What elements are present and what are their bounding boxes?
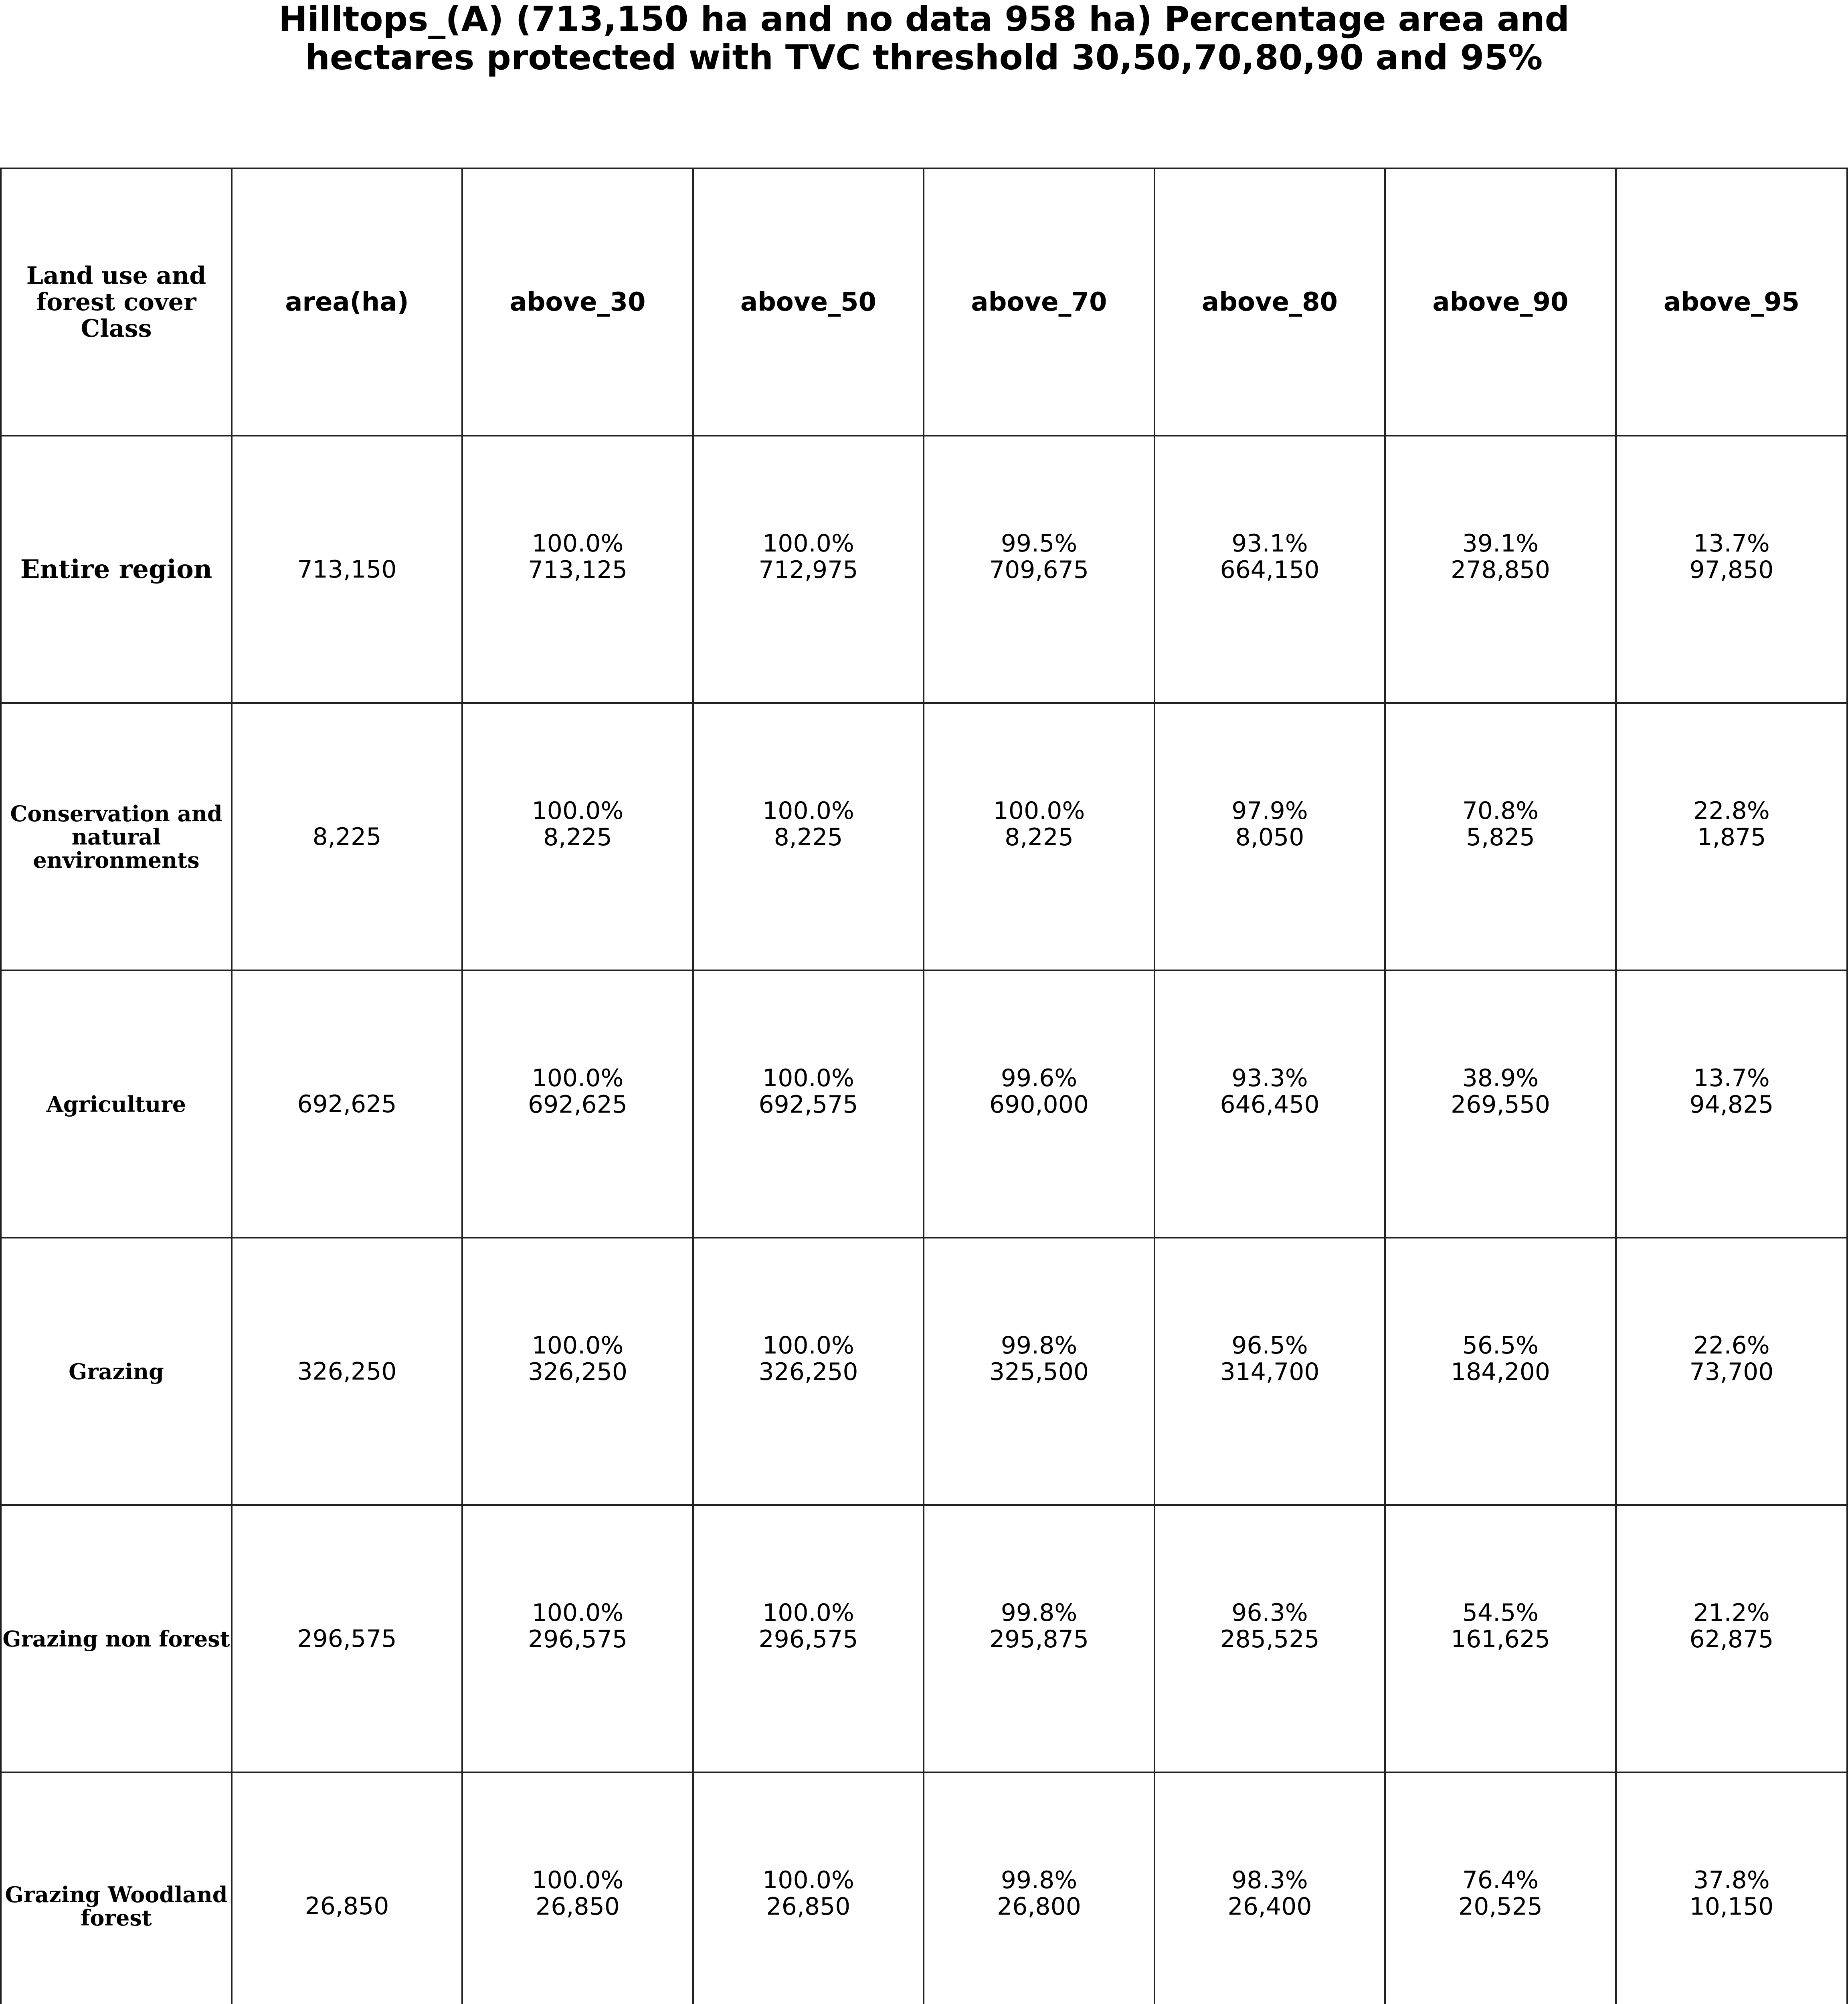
percent-protected: 97.9% bbox=[1231, 796, 1308, 825]
percent-protected: 100.0% bbox=[762, 1064, 854, 1092]
threshold-cell bbox=[1616, 436, 1847, 703]
threshold-cell bbox=[1385, 1238, 1616, 1505]
hectares-protected: 26,850 bbox=[766, 1892, 851, 1921]
hectares-protected: 8,225 bbox=[1005, 823, 1074, 851]
threshold-cell bbox=[1154, 1505, 1385, 1772]
hectares-protected: 26,850 bbox=[536, 1892, 620, 1921]
percent-protected: 70.8% bbox=[1462, 796, 1539, 825]
row-area-value: 713,150 bbox=[232, 436, 462, 703]
threshold-cell bbox=[924, 1238, 1154, 1505]
hectares-protected: 692,575 bbox=[758, 1090, 858, 1119]
percent-protected: 93.3% bbox=[1231, 1064, 1308, 1092]
column-header-above-95: above_95 bbox=[1616, 168, 1847, 436]
row-class-label: Agriculture bbox=[1, 970, 232, 1238]
percent-protected: 13.7% bbox=[1693, 529, 1770, 558]
hectares-protected: 10,150 bbox=[1689, 1892, 1774, 1921]
hectares-protected: 184,200 bbox=[1450, 1358, 1551, 1386]
percent-protected: 99.5% bbox=[1001, 529, 1078, 558]
percent-protected: 93.1% bbox=[1231, 529, 1308, 558]
threshold-cell bbox=[924, 1772, 1154, 2004]
threshold-cell bbox=[693, 436, 924, 703]
percent-protected: 99.8% bbox=[1001, 1331, 1078, 1360]
percent-protected: 100.0% bbox=[762, 1331, 854, 1360]
hectares-protected: 285,525 bbox=[1220, 1625, 1320, 1653]
hectares-protected: 712,975 bbox=[758, 556, 858, 584]
threshold-cell bbox=[1616, 1772, 1847, 2004]
threshold-cell bbox=[462, 703, 693, 970]
column-header-above-70: above_70 bbox=[924, 168, 1154, 436]
hectares-protected: 664,150 bbox=[1220, 556, 1320, 584]
percent-protected: 100.0% bbox=[532, 529, 624, 558]
threshold-cell bbox=[1154, 970, 1385, 1238]
threshold-cell bbox=[462, 1238, 693, 1505]
hectares-protected: 26,800 bbox=[997, 1892, 1081, 1921]
hectares-protected: 161,625 bbox=[1450, 1625, 1551, 1653]
percent-protected: 98.3% bbox=[1231, 1866, 1308, 1894]
percent-protected: 21.2% bbox=[1693, 1598, 1770, 1627]
percent-protected: 100.0% bbox=[532, 1331, 624, 1360]
threshold-cell bbox=[693, 1505, 924, 1772]
threshold-cell bbox=[462, 1505, 693, 1772]
percent-protected: 100.0% bbox=[532, 1064, 624, 1092]
percent-protected: 100.0% bbox=[762, 529, 854, 558]
hectares-protected: 20,525 bbox=[1458, 1892, 1543, 1921]
hectares-protected: 709,675 bbox=[989, 556, 1089, 584]
title-line-2: hectares protected with TVC threshold 30,50,70,80,90 and 95% bbox=[305, 38, 1543, 78]
row-class-label: Entire region bbox=[1, 436, 232, 703]
percent-protected: 39.1% bbox=[1462, 529, 1539, 558]
percent-protected: 96.3% bbox=[1231, 1598, 1308, 1627]
threshold-cell bbox=[462, 1772, 693, 2004]
threshold-cell bbox=[1154, 1772, 1385, 2004]
row-class-label: Grazing non forest bbox=[1, 1505, 232, 1772]
percent-protected: 100.0% bbox=[762, 1866, 854, 1894]
percent-protected: 100.0% bbox=[762, 1598, 854, 1627]
table-row bbox=[1, 436, 1847, 703]
threshold-cell bbox=[924, 436, 1154, 703]
threshold-cell bbox=[462, 436, 693, 703]
hectares-protected: 8,225 bbox=[774, 823, 843, 851]
percent-protected: 100.0% bbox=[532, 1598, 624, 1627]
threshold-cell bbox=[693, 970, 924, 1238]
hectares-protected: 692,625 bbox=[528, 1090, 628, 1119]
threshold-cell bbox=[1385, 1772, 1616, 2004]
hectares-protected: 62,875 bbox=[1689, 1625, 1774, 1653]
threshold-cell bbox=[1616, 1505, 1847, 1772]
threshold-cell bbox=[1616, 703, 1847, 970]
page-title bbox=[0, 0, 1848, 77]
threshold-cell bbox=[693, 1772, 924, 2004]
hectares-protected: 8,050 bbox=[1235, 823, 1304, 851]
percent-protected: 100.0% bbox=[532, 1866, 624, 1894]
hectares-protected: 326,250 bbox=[758, 1358, 858, 1386]
column-header-class: Land use and forest cover Class bbox=[1, 168, 232, 436]
threshold-cell bbox=[1154, 436, 1385, 703]
hectares-protected: 690,000 bbox=[989, 1090, 1089, 1119]
threshold-cell bbox=[1385, 703, 1616, 970]
row-area-value: 26,850 bbox=[232, 1772, 462, 2004]
percent-protected: 37.8% bbox=[1693, 1866, 1770, 1894]
protection-table bbox=[0, 168, 1848, 2004]
percent-protected: 22.6% bbox=[1693, 1331, 1770, 1360]
hectares-protected: 713,125 bbox=[528, 556, 628, 584]
percent-protected: 96.5% bbox=[1231, 1331, 1308, 1360]
threshold-cell bbox=[1616, 1238, 1847, 1505]
percent-protected: 100.0% bbox=[762, 796, 854, 825]
hectares-protected: 314,700 bbox=[1220, 1358, 1320, 1386]
row-area-value: 8,225 bbox=[232, 703, 462, 970]
column-header-above-80: above_80 bbox=[1154, 168, 1385, 436]
percent-protected: 56.5% bbox=[1462, 1331, 1539, 1360]
column-header-area: area(ha) bbox=[232, 168, 462, 436]
threshold-cell bbox=[924, 1505, 1154, 1772]
header-row bbox=[1, 168, 1847, 436]
row-class-label: Conservation and natural environments bbox=[1, 703, 232, 970]
percent-protected: 99.6% bbox=[1001, 1064, 1078, 1092]
table-row bbox=[1, 1238, 1847, 1505]
title-line-1: Hilltops_(A) (713,150 ha and no data 958 ha) Percentage area and bbox=[278, 0, 1570, 39]
hectares-protected: 8,225 bbox=[543, 823, 612, 851]
table-row bbox=[1, 1505, 1847, 1772]
percent-protected: 99.8% bbox=[1001, 1866, 1078, 1894]
percent-protected: 38.9% bbox=[1462, 1064, 1539, 1092]
table-row bbox=[1, 970, 1847, 1238]
percent-protected: 100.0% bbox=[993, 796, 1085, 825]
hectares-protected: 295,875 bbox=[989, 1625, 1089, 1653]
percent-protected: 100.0% bbox=[532, 796, 624, 825]
hectares-protected: 296,575 bbox=[758, 1625, 858, 1653]
hectares-protected: 5,825 bbox=[1466, 823, 1535, 851]
row-class-label: Grazing Woodland forest bbox=[1, 1772, 232, 2004]
threshold-cell bbox=[693, 703, 924, 970]
hectares-protected: 296,575 bbox=[528, 1625, 628, 1653]
threshold-cell bbox=[1154, 703, 1385, 970]
row-class-label: Grazing bbox=[1, 1238, 232, 1505]
row-area-value: 326,250 bbox=[232, 1238, 462, 1505]
hectares-protected: 73,700 bbox=[1689, 1358, 1774, 1386]
percent-protected: 99.8% bbox=[1001, 1598, 1078, 1627]
row-area-value: 296,575 bbox=[232, 1505, 462, 1772]
hectares-protected: 278,850 bbox=[1450, 556, 1551, 584]
percent-protected: 76.4% bbox=[1462, 1866, 1539, 1894]
threshold-cell bbox=[1385, 1505, 1616, 1772]
threshold-cell bbox=[1154, 1238, 1385, 1505]
table-body bbox=[1, 436, 1847, 2004]
hectares-protected: 1,875 bbox=[1697, 823, 1766, 851]
row-area-value: 692,625 bbox=[232, 970, 462, 1238]
hectares-protected: 269,550 bbox=[1450, 1090, 1551, 1119]
threshold-cell bbox=[924, 970, 1154, 1238]
hectares-protected: 97,850 bbox=[1689, 556, 1774, 584]
threshold-cell bbox=[924, 703, 1154, 970]
hectares-protected: 94,825 bbox=[1689, 1090, 1774, 1119]
percent-protected: 22.8% bbox=[1693, 796, 1770, 825]
threshold-cell bbox=[462, 970, 693, 1238]
threshold-cell bbox=[1616, 970, 1847, 1238]
column-header-above-30: above_30 bbox=[462, 168, 693, 436]
threshold-cell bbox=[693, 1238, 924, 1505]
threshold-cell bbox=[1385, 970, 1616, 1238]
hectares-protected: 26,400 bbox=[1227, 1892, 1312, 1921]
column-header-above-50: above_50 bbox=[693, 168, 924, 436]
hectares-protected: 326,250 bbox=[528, 1358, 628, 1386]
table-row bbox=[1, 703, 1847, 970]
hectares-protected: 646,450 bbox=[1220, 1090, 1320, 1119]
column-header-above-90: above_90 bbox=[1385, 168, 1616, 436]
threshold-cell bbox=[1385, 436, 1616, 703]
table-row bbox=[1, 1772, 1847, 2004]
hectares-protected: 325,500 bbox=[989, 1358, 1089, 1386]
percent-protected: 13.7% bbox=[1693, 1064, 1770, 1092]
percent-protected: 54.5% bbox=[1462, 1598, 1539, 1627]
